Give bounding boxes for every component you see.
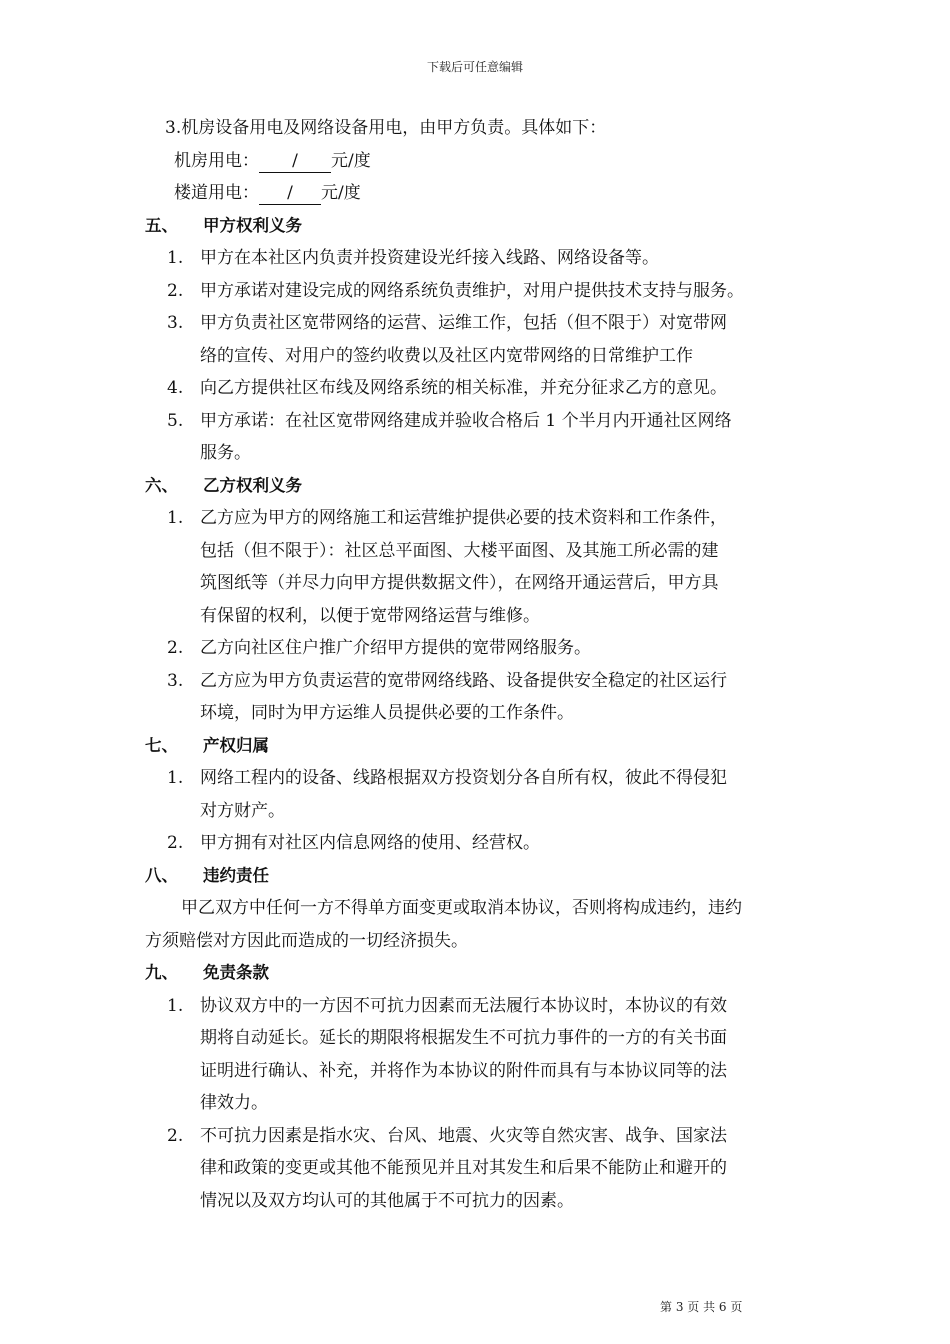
list-item (145, 242, 810, 275)
document-body (145, 112, 810, 1217)
list-item-number: 4. (167, 378, 184, 398)
hall-power-label: 楼道用电： (174, 183, 259, 203)
text-line: 期将自动延长。延长的期限将根据发生不可抗力事件的一方的有关书面 (200, 1028, 727, 1048)
list-item-text (200, 405, 810, 470)
text-line: 乙方应为甲方的网络施工和运营维护提供必要的技术资料和工作条件， (200, 508, 727, 528)
list-item-number: 2. (167, 638, 184, 658)
room-power-unit: 元/度 (331, 150, 371, 171)
page-footer: 第 3 页 共 6 页 (660, 1300, 743, 1314)
list-item-number: 3. (167, 670, 184, 691)
section-heading (145, 470, 810, 503)
list-item (145, 990, 810, 1120)
list-item-text (200, 372, 810, 405)
page-header: 下载后可任意编辑 (426, 60, 523, 74)
text-line: 甲方拥有对社区内信息网络的使用、经营权。 (200, 833, 540, 853)
list-item-text (200, 990, 810, 1120)
list-item-number: 1. (167, 995, 184, 1016)
list-item (145, 307, 810, 372)
list-item-number: 2. (167, 833, 184, 853)
list-item-text (200, 1120, 810, 1218)
list-item-text (200, 502, 810, 632)
text-line: 律和政策的变更或其他不能预见并且对其发生和后果不能防止和避开的 (200, 1158, 727, 1178)
text-line: 向乙方提供社区布线及网络系统的相关标准，并充分征求乙方的意见。 (200, 378, 727, 398)
text-line: 律效力。 (200, 1093, 268, 1113)
section-title: 违约责任 (203, 865, 269, 885)
list-item (145, 665, 810, 730)
list-item (145, 372, 810, 405)
list-item-number: 3. (167, 313, 184, 333)
list-item-text (200, 275, 810, 308)
text-line: 网络工程内的设备、线路根据双方投资划分各自所有权，彼此不得侵犯 (200, 768, 727, 788)
list-item (145, 405, 810, 470)
paragraph-line: 甲乙双方中任何一方不得单方面变更或取消本协议，否则将构成违约，违约 (181, 898, 742, 918)
section-title: 甲方权利义务 (203, 215, 302, 235)
text-line: 协议双方中的一方因不可抗力因素而无法履行本协议时，本协议的有效 (200, 995, 727, 1016)
section-heading (145, 860, 810, 893)
paragraph-line: 方须赔偿对方因此而造成的一切经济损失。 (145, 930, 468, 951)
list-item-text (200, 665, 810, 730)
section-title: 产权归属 (203, 735, 269, 755)
text-line: 包括（但不限于）：社区总平面图、大楼平面图、及其施工所必需的建 (200, 540, 719, 561)
list-item-text (200, 242, 810, 275)
text-line: 情况以及双方均认可的其他属于不可抗力的因素。 (200, 1190, 574, 1211)
section-number: 七、 (145, 735, 178, 755)
list-item (145, 762, 810, 827)
list-item-number: 1. (167, 508, 184, 528)
section-title: 乙方权利义务 (203, 475, 302, 495)
text-line: 筑图纸等（并尽力向甲方提供数据文件），在网络开通运营后，甲方具 (200, 573, 719, 593)
section-title: 免责条款 (203, 963, 269, 982)
list-item (145, 632, 810, 665)
section-number: 六、 (145, 475, 178, 495)
text-line: 不可抗力因素是指水灾、台风、地震、火灾等自然灾害、战争、国家法 (200, 1125, 727, 1146)
text-line: 服务。 (200, 443, 251, 463)
list-item (145, 502, 810, 632)
text-line: 甲方承诺对建设完成的网络系统负责维护，对用户提供技术支持与服务。 (200, 280, 744, 301)
list-item-text (200, 827, 810, 860)
room-power-value: / (259, 150, 331, 173)
list-item-number: 2. (167, 280, 184, 301)
list-item-number: 1. (167, 248, 184, 268)
list-item (145, 1120, 810, 1218)
section-number: 五、 (145, 215, 178, 235)
text-line: 乙方向社区住户推广介绍甲方提供的宽带网络服务。 (200, 638, 591, 658)
sections-container (145, 210, 810, 1218)
hall-power-row (145, 177, 810, 210)
list-item-text (200, 632, 810, 665)
section-number: 八、 (145, 865, 178, 885)
room-power-label: 机房用电： (174, 150, 259, 171)
text-line: 环境，同时为甲方运维人员提供必要的工作条件。 (200, 703, 574, 723)
text-line: 甲方承诺：在社区宽带网络建成并验收合格后 1 个半月内开通社区网络 (200, 410, 732, 431)
hall-power-unit: 元/度 (321, 183, 361, 203)
text-line: 乙方应为甲方负责运营的宽带网络线路、设备提供安全稳定的社区运行 (200, 670, 727, 691)
section-number: 九、 (145, 963, 178, 982)
list-item-number: 5. (167, 410, 184, 431)
list-item (145, 275, 810, 308)
hall-power-value: / (259, 182, 321, 205)
room-power-row (145, 145, 810, 178)
list-item-number: 1. (167, 768, 184, 788)
section-heading (145, 210, 810, 243)
text-line: 对方财产。 (200, 800, 285, 821)
list-item-number: 2. (167, 1125, 184, 1146)
section-heading (145, 957, 810, 990)
section-heading (145, 730, 810, 763)
text-line: 证明进行确认、补充，并将作为本协议的附件而具有与本协议同等的法 (200, 1060, 727, 1081)
intro-line: 3.机房设备用电及网络设备用电，由甲方负责。具体如下： (165, 118, 607, 138)
list-item (145, 827, 810, 860)
text-line: 络的宣传、对用户的签约收费以及社区内宽带网络的日常维护工作 (200, 345, 693, 366)
list-item-text (200, 307, 810, 372)
list-item-text (200, 762, 810, 827)
text-line: 甲方在本社区内负责并投资建设光纤接入线路、网络设备等。 (200, 248, 659, 268)
text-line: 有保留的权利，以便于宽带网络运营与维修。 (200, 605, 540, 626)
text-line: 甲方负责社区宽带网络的运营、运维工作，包括（但不限于）对宽带网 (200, 313, 727, 333)
